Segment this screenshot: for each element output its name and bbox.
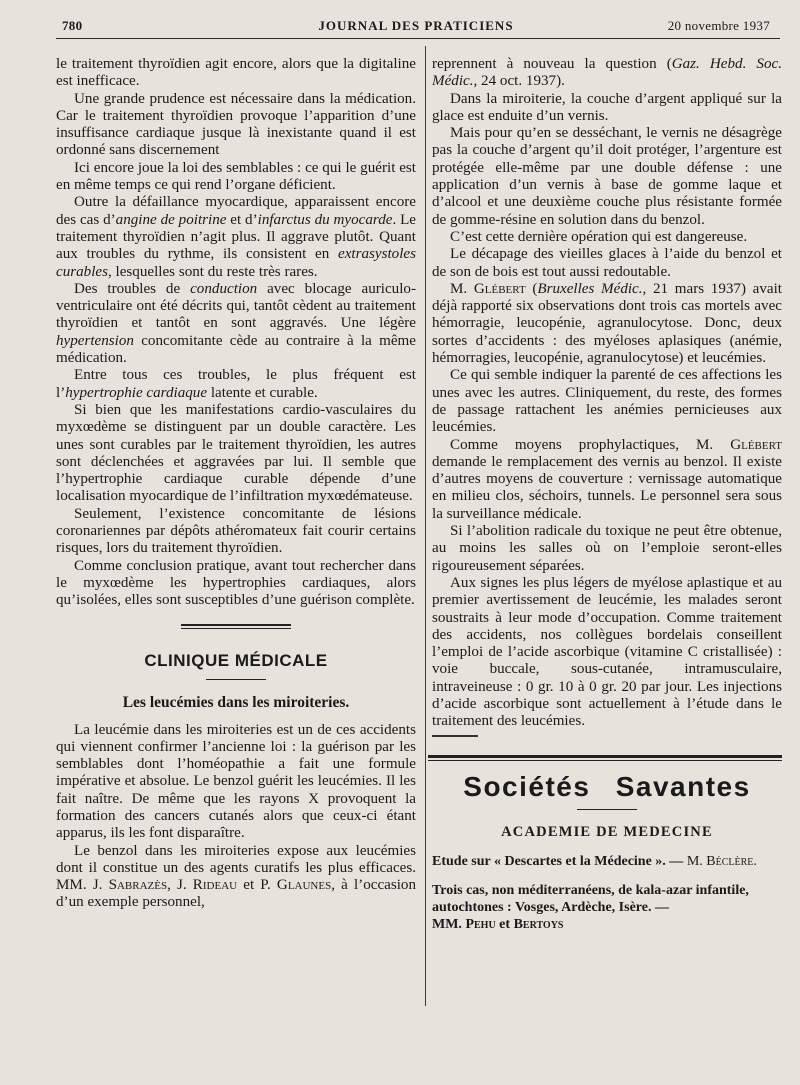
author-name: M. Béclère.: [686, 853, 757, 869]
paragraph: Aux signes les plus légers de myélose aplastique et au premier avertissement de leucémie, les malades seront soustraits à leur mode d’occupation. Comme traitement des accidents, nos collègues bordelais conseillent l’emploi de l’acide ascorbique (vitamine C cristallisée) : voie buccale, sous-cutanée, intramusculaire, intraveineuse : 0 gr. 10 à 0 gr. 20 par jour. Les injections d’acide ascorbique sont actuellement à l’étude dans le traitement des leucémies.: [432, 574, 782, 730]
article-title: Les leucémies dans les miroiteries.: [122, 693, 350, 711]
paragraph: Seulement, l’existence concomitante de lésions coronariennes par dépôts athéromateux fait courir certains risques, lors du traitement thyroïdien.: [56, 505, 416, 557]
paragraph: Dans la miroiterie, la couche d’argent appliqué sur la glace est enduite d’un vernis.: [432, 90, 782, 124]
running-head: [62, 14, 770, 40]
paragraph: Comme conclusion pratique, avant tout rechercher dans le myxœdème les hypertrophies cardiaques, alors qu’isolées, elles sont susceptibles d’une guérison complète.: [56, 557, 416, 609]
author-name: Glébert: [730, 436, 782, 453]
paragraph: M. Glébert (Bruxelles Médic., 21 mars 1937) avait déjà rapporté six observations dont trois cas mortels avec hémorragie, leucopénie, agranulocytose. Donc, deux sortes d’accidents : des myéloses aplasiques (anémie, hémorragies, leucopénie, agranulocytose) et leucémies.: [432, 280, 782, 367]
section-heading: Sociétés Savantes: [463, 770, 751, 802]
journal-title: JOURNAL DES PRATICIENS: [318, 18, 514, 33]
paragraph: Ici encore joue la loi des semblables : ce qui le guérit est en même temps ce qui rend l’organe déficient.: [56, 159, 416, 194]
paragraph: Si bien que les manifestations cardio-vasculaires du myxœdème se distinguent par un double caractère. Les unes sont curables par le traitement thyroïdien, les autres sont déclenchées et aggravées par lui. Il semble que l’hypertrophie cardiaque curable dépende d’une localisation myocardique de l’infiltration myxœdémateuse.: [56, 401, 416, 505]
heading-underline: [206, 679, 266, 680]
citation: Bruxelles Médic.: [537, 280, 643, 297]
author-name: Pehu: [465, 916, 496, 932]
emphasis: angine de poitrine: [115, 211, 227, 228]
subsection-heading: ACADEMIE DE MEDECINE: [501, 823, 713, 840]
issue-date: 20 novembre 1937: [667, 18, 770, 33]
paragraph: Mais pour qu’en se desséchant, le vernis ne désagrège pas la couche d’argent qu’il doit protéger, l’argenture est protégée elle-même par une double défense : une application d’un vernis à base de gomme laque et d’alcool et une deuxième couche plus résistante formée de gomme-résine en solution dans du benzol.: [432, 125, 782, 228]
section-rule: [428, 755, 782, 758]
header-rule: [56, 38, 780, 39]
emphasis: infarctus du myocarde: [257, 211, 393, 228]
paragraph: le traitement thyroïdien agit encore, alors que la digitaline est inefficace.: [56, 56, 416, 90]
author-name: Rideau: [192, 877, 238, 894]
column-divider: [425, 46, 426, 1006]
section-divider: [181, 624, 291, 629]
paragraph: Des troubles de conduction avec blocage auriculo-ventriculaire ont été décrits qui, tantôt cèdent au traitement thyroïdien et tantôt en sont aggravés. Une légère hypertension concomitante cède au contraire à la même médication.: [56, 280, 416, 367]
emphasis: hypertension: [56, 332, 134, 349]
heading-underline: [577, 809, 637, 810]
paragraph: Si l’abolition radicale du toxique ne peut être obtenue, au moins les salles où on l’emploie seront-elles rigoureusement séparées.: [432, 523, 782, 574]
author-name: Sabrazès: [108, 877, 168, 894]
communication-entry: Trois cas, non méditerranéens, de kala-azar infantile, autochtones : Vosges, Ardèche, Isère. — MM. Pehu et Bertoys: [432, 882, 749, 932]
left-column: [56, 56, 416, 912]
paragraph: Entre tous ces troubles, le plus fréquent est l’hypertrophie cardiaque latente et curable.: [56, 367, 416, 401]
paragraph: La leucémie dans les miroiteries est un de ces accidents qui viennent confirmer l’ancienne loi : la guérison par les semblables dont l’homéopathie a fait une formule impérative et absolue. Le benzol guérit les leucémies. Il les fait naître. De même que les rayons X provoquent la formation des cancers cutanés alors que ceux-ci étant apparus, ils les font disparaître.: [56, 721, 416, 842]
page-number: 780: [62, 18, 83, 33]
emphasis: extrasystoles curables: [56, 246, 416, 280]
paragraph: Ce qui semble indiquer la parenté de ces affections les unes avec les autres. Cliniquement, du reste, des formes de passage rattachent les anémies pernicieuses aux leucémies.: [432, 367, 782, 436]
communication-entry: Etude sur « Descartes et la Médecine ». — M. Béclère.: [432, 853, 757, 869]
right-column: [432, 56, 782, 933]
paragraph: Le benzol dans les miroiteries expose aux leucémies dont il constitue un des agents curatifs les plus efficaces. MM. J. Sabrazès, J. Rideau et P. Glaunes, à l’occasion d’un exemple personnel,: [56, 842, 417, 911]
paragraph: C’est cette dernière opération qui est dangereuse.: [450, 228, 748, 245]
author-name: Bertoys: [513, 916, 564, 932]
paragraph: Une grande prudence est nécessaire dans la médication. Car le traitement thyroïdien provoque l’apparition d’une insuffisance cardiaque jusque là inexistante quand il est ordonné sans discernement: [56, 90, 416, 159]
paragraph: reprennent à nouveau la question (Gaz. Hebd. Soc. Médic., 24 oct. 1937).: [432, 56, 782, 90]
section-heading: CLINIQUE MÉDICALE: [144, 650, 328, 670]
author-name: Glaunes: [276, 877, 332, 894]
paragraph: Outre la défaillance myocardique, apparaissent encore des cas d’angine de poitrine et d’infarctus du myocarde. Le traitement thyroïdien n’agit plus. Il aggrave plutôt. Quant aux troubles du rythme, ils consistent en extrasystoles curables, lesquelles sont du reste très rares.: [56, 194, 417, 280]
emphasis: conduction: [190, 280, 258, 297]
emphasis: hypertrophie cardiaque: [65, 384, 208, 401]
article-end-mark: [432, 735, 478, 737]
citation: Gaz. Hebd. Soc. Médic.: [432, 56, 782, 90]
section-rule: [428, 760, 782, 761]
author-name: Glébert: [473, 280, 526, 297]
paragraph: Comme moyens prophylactiques, M. Glébert demande le remplacement des vernis au benzol. Il existe d’autres moyens de couverture : vernissage automatique en milieu clos, séchoirs, tunnels. Le personnel sera sous la surveillance médicale.: [432, 436, 782, 522]
paragraph: Le décapage des vieilles glaces à l’aide du benzol et de son de bois est tout aussi redoutable.: [432, 246, 782, 280]
